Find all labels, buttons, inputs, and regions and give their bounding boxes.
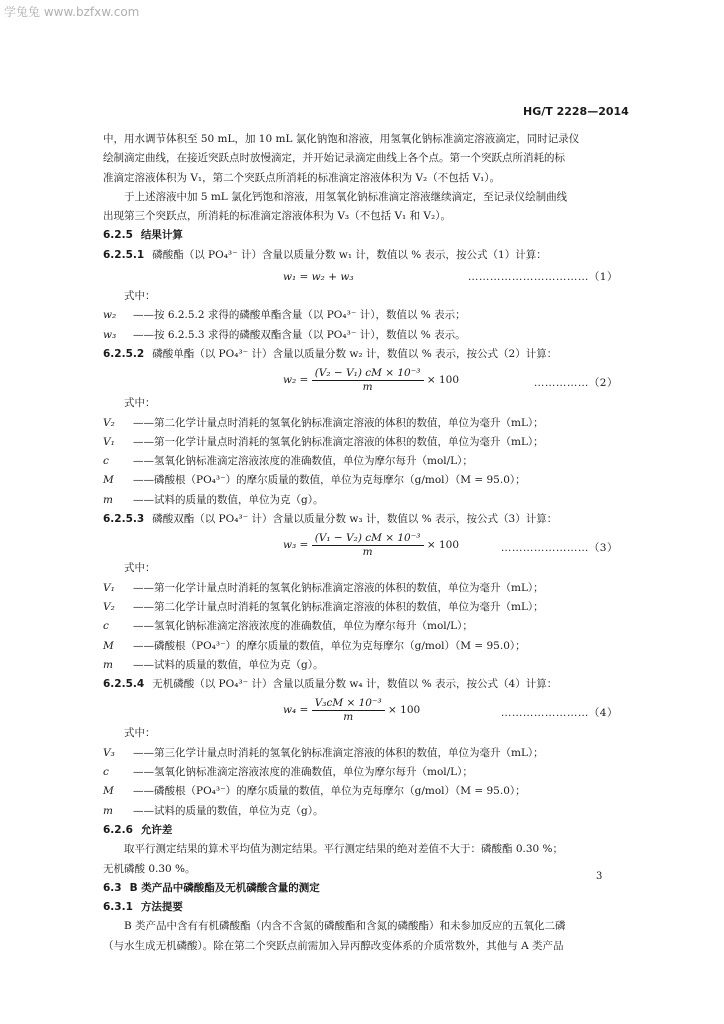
- section-number: 6.3: [103, 881, 122, 894]
- definition-line: [103, 767, 618, 786]
- section-number: 6.2.5: [103, 229, 133, 242]
- formula-lhs: w₃ =: [283, 539, 309, 552]
- equation-number: ……………………（4）: [500, 707, 618, 720]
- formula-body: [283, 698, 420, 722]
- definition-line: [103, 310, 618, 329]
- equation-number: ……………………（3）: [500, 542, 618, 555]
- clause-text: 无机磷酸（以 PO₄³⁻ 计）含量以质量分数 w₄ 计，数值以 % 表示，按公式（4）计算：: [152, 678, 558, 691]
- clause-text: 磷酸酯（以 PO₄³⁻ 计）含量以质量分数 w₁ 计，数值以 % 表示，按公式（1）计算：: [152, 248, 547, 261]
- definition-symbol: w₃: [103, 328, 117, 341]
- numerator: V₃cM × 10⁻³: [312, 698, 385, 711]
- definition-text: ——按 6.2.5.2 求得的磷酸单酯含量（以 PO₄³⁻ 计），数值以 % 表示；: [133, 309, 466, 322]
- definition-line: [103, 641, 618, 660]
- section-number: 6.3.1: [103, 901, 133, 914]
- section-heading-6-3: [103, 883, 618, 902]
- definition-symbol: m: [103, 658, 113, 671]
- definition-symbol: V₁: [103, 581, 115, 594]
- definition-line: [103, 786, 618, 805]
- formula-rhs: × 100: [388, 704, 421, 717]
- definition-text: ——第一化学计量点时消耗的氢氧化钠标准滴定溶液的体积的数值，单位为毫升（mL）；: [133, 435, 544, 448]
- denominator: m: [343, 710, 354, 723]
- paragraph-line: 取平行测定结果的算术平均值为测定结果。平行测定结果的绝对差值不大于：磷酸酯 0.30 %；: [124, 843, 564, 856]
- formula-body: w₁ = w₂ + w₃: [283, 271, 354, 284]
- clause-number: 6.2.5.2: [103, 347, 145, 360]
- definition-text: ——试料的质量的数值，单位为克（g）。: [133, 658, 324, 671]
- definition-symbol: V₃: [103, 746, 115, 759]
- watermark: 学兔兔 www.bzfxw.com: [4, 5, 140, 19]
- definition-text: ——磷酸根（PO₄³⁻）的摩尔质量的数值，单位为克每摩尔（g/mol）（M = 95.0）；: [133, 785, 526, 798]
- section-title: 允许差: [140, 823, 173, 836]
- fraction: [312, 698, 385, 722]
- definition-text: ——试料的质量的数值，单位为克（g）。: [133, 493, 324, 506]
- definition-line: [103, 583, 618, 602]
- fraction: [312, 368, 424, 392]
- formula-lhs: w₂ =: [283, 374, 309, 387]
- clause-text: 磷酸双酯（以 PO₄³⁻ 计）含量以质量分数 w₃ 计，数值以 % 表示，按公式（3）计算：: [152, 513, 558, 526]
- formula-3: [103, 533, 618, 563]
- definition-symbol: c: [103, 620, 109, 633]
- section-heading-6-2-5: [103, 230, 618, 249]
- definition-line: [103, 418, 618, 437]
- definition-symbol: c: [103, 766, 109, 779]
- where-label: 式中：: [124, 290, 156, 303]
- definition-symbol: M: [103, 785, 114, 798]
- paragraph-line: B 类产品中含有有机磷酸酯（内含不含氮的磷酸酯和含氮的磷酸酯）和未参加反应的五氧化二磷: [124, 920, 566, 933]
- section-title: B 类产品中磷酸酯及无机磷酸含量的测定: [129, 881, 320, 894]
- section-heading-6-2-6: [103, 825, 618, 844]
- formula-rhs: × 100: [426, 374, 460, 387]
- paragraph-line: 无机磷酸 0.30 %。: [103, 862, 196, 875]
- formula-2: [103, 368, 618, 398]
- definition-text: ——氢氧化钠标准滴定溶液浓度的准确数值，单位为摩尔每升（mol/L）；: [133, 455, 473, 468]
- numerator: (V₁ − V₂) cM × 10⁻³: [312, 533, 424, 546]
- clause-6-2-5-2: [103, 349, 618, 368]
- definition-symbol: M: [103, 639, 114, 652]
- section-number: 6.2.6: [103, 823, 133, 836]
- clause-number: 6.2.5.3: [103, 513, 145, 526]
- definition-text: ——氢氧化钠标准滴定溶液浓度的准确数值，单位为摩尔每升（mol/L）；: [133, 766, 473, 779]
- definition-symbol: m: [103, 804, 113, 817]
- section-title: 方法提要: [140, 901, 183, 914]
- definition-line: [103, 475, 618, 494]
- definition-text: ——磷酸根（PO₄³⁻）的摩尔质量的数值，单位为克每摩尔（g/mol）（M = 95.0）；: [133, 639, 526, 652]
- paragraph-line: 中，用水调节体积至 50 mL，加 10 mL 氯化钠饱和溶液，用氢氧化钠标准滴定溶液滴定，同时记录仪: [103, 133, 580, 145]
- definition-text: ——第二化学计量点时消耗的氢氧化钠标准滴定溶液的体积的数值，单位为毫升（mL）；: [133, 600, 544, 613]
- definition-symbol: V₂: [103, 600, 115, 613]
- main-content: [103, 134, 618, 960]
- definition-line: [103, 660, 618, 679]
- clause-number: 6.2.5.4: [103, 678, 145, 691]
- paragraph-line: 于上述溶液中加 5 mL 氯化钙饱和溶液，用氢氧化钠标准滴定溶液继续滴定，至记录仪绘制曲线: [124, 190, 568, 203]
- equation-number: ……………………………（1）: [467, 271, 618, 284]
- definition-symbol: c: [103, 455, 109, 468]
- clause-number: 6.2.5.1: [103, 248, 145, 261]
- clause-text: 磷酸单酯（以 PO₄³⁻ 计）含量以质量分数 w₂ 计，数值以 % 表示，按公式（2）计算：: [152, 347, 558, 360]
- definition-line: [103, 330, 618, 349]
- where-label: 式中：: [124, 727, 156, 740]
- formula-1: [103, 269, 618, 291]
- definition-text: ——按 6.2.5.3 求得的磷酸双酯含量（以 PO₄³⁻ 计），数值以 % 表示。: [133, 328, 466, 341]
- paragraph-line: 绘制滴定曲线，在接近突跃点时放慢滴定，并开始记录滴定曲线上各个点。第一个突跃点所消耗的标: [103, 152, 565, 165]
- clause-6-2-5-3: [103, 514, 618, 533]
- paragraph-line: 准滴定溶液体积为 V₁，第二个突跃点所消耗的标准滴定溶液体积为 V₂（不包括 V₁）。: [103, 171, 501, 184]
- formula-4: [103, 698, 618, 728]
- fraction: [312, 533, 424, 557]
- definition-text: ——试料的质量的数值，单位为克（g）。: [133, 804, 324, 817]
- definition-symbol: m: [103, 493, 113, 506]
- formula-rhs: × 100: [426, 539, 460, 552]
- where-label: 式中：: [124, 562, 156, 575]
- definition-symbol: V₁: [103, 435, 115, 448]
- paragraph-line: 出现第三个突跃点，所消耗的标准滴定溶液体积为 V₃（不包括 V₁ 和 V₂）。: [103, 210, 451, 223]
- definition-text: ——氢氧化钠标准滴定溶液浓度的准确数值，单位为摩尔每升（mol/L）；: [133, 620, 473, 633]
- denominator: m: [362, 545, 373, 558]
- paragraph-line: （与水生成无机磷酸）。除在第二个突跃点前需加入异丙醇改变体系的介质常数外，其他与 A 类产品: [103, 939, 564, 952]
- page-number: 3: [596, 871, 603, 882]
- clause-6-2-5-4: [103, 679, 618, 698]
- definition-text: ——第二化学计量点时消耗的氢氧化钠标准滴定溶液的体积的数值，单位为毫升（mL）；: [133, 416, 544, 429]
- clause-6-2-5-1: [103, 250, 618, 269]
- definition-text: ——第三化学计量点时消耗的氢氧化钠标准滴定溶液的体积的数值，单位为毫升（mL）；: [133, 746, 544, 759]
- definition-line: [103, 437, 618, 456]
- equation-number: ……………（2）: [533, 377, 618, 390]
- definition-symbol: M: [103, 474, 114, 487]
- definition-line: [103, 456, 618, 475]
- definition-line: [103, 621, 618, 640]
- definition-text: ——第一化学计量点时消耗的氢氧化钠标准滴定溶液的体积的数值，单位为毫升（mL）；: [133, 581, 544, 594]
- definition-line: [103, 602, 618, 621]
- formula-lhs: w₄ =: [283, 704, 309, 717]
- numerator: (V₂ − V₁) cM × 10⁻³: [312, 368, 424, 381]
- section-title: 结果计算: [140, 229, 183, 242]
- definition-line: [103, 806, 618, 825]
- formula-body: [283, 368, 459, 392]
- definition-text: ——磷酸根（PO₄³⁻）的摩尔质量的数值，单位为克每摩尔（g/mol）（M = 95.0）；: [133, 474, 526, 487]
- definition-line: [103, 495, 618, 514]
- denominator: m: [362, 380, 373, 393]
- definition-line: [103, 748, 618, 767]
- definition-symbol: w₂: [103, 309, 117, 322]
- document-number: HG/T 2228—2014: [523, 105, 629, 118]
- section-heading-6-3-1: [103, 902, 618, 921]
- formula-body: [283, 533, 459, 557]
- definition-symbol: V₂: [103, 416, 115, 429]
- where-label: 式中：: [124, 397, 156, 410]
